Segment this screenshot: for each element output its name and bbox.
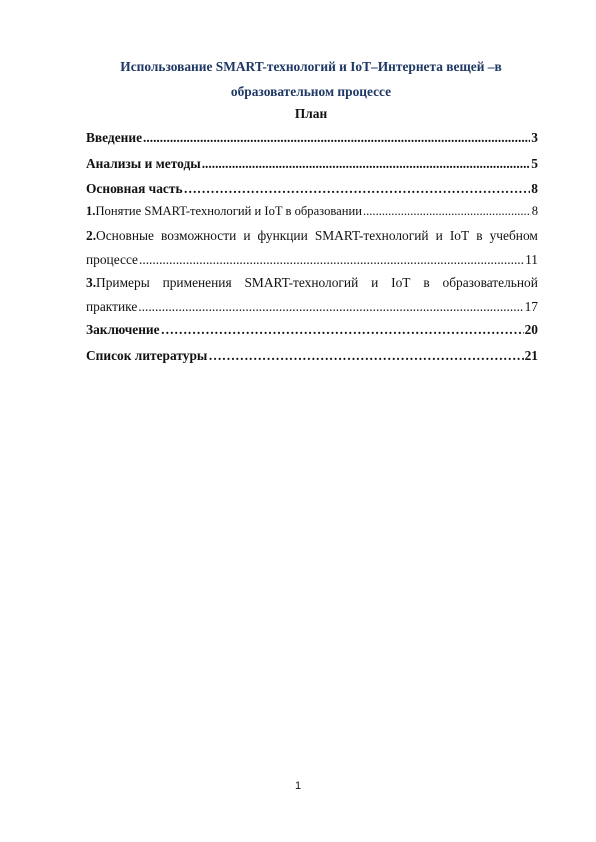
- toc-word: 3.Примеры: [86, 275, 150, 290]
- toc-page-number: 21: [524, 348, 538, 363]
- toc-entry-item-3-line-1[interactable]: [86, 276, 538, 289]
- toc-entry-main[interactable]: [86, 182, 538, 195]
- toc-word: 2.Основные: [86, 228, 154, 243]
- toc-page-number: 3: [531, 130, 538, 145]
- toc-leader: [202, 157, 531, 170]
- toc-leader: [363, 205, 531, 218]
- toc-item-number: 3.: [86, 275, 97, 290]
- toc-leader: [161, 323, 524, 336]
- toc-word: SMART-технологий: [314, 228, 429, 243]
- toc-label: практике: [86, 299, 138, 314]
- document-title-line-2: образовательном процессе: [230, 84, 392, 99]
- toc-entry-analysis[interactable]: [86, 157, 538, 170]
- plan-heading: План: [294, 106, 328, 121]
- toc-word: учебном: [489, 228, 538, 243]
- toc-word: и: [243, 228, 251, 243]
- toc-word: образовательной: [442, 275, 538, 290]
- toc-label: Основная часть: [86, 181, 183, 196]
- toc-word: в: [423, 275, 430, 290]
- toc-item-number: 1.: [86, 204, 96, 218]
- toc-word: и: [435, 228, 443, 243]
- toc-word: IoT: [391, 275, 411, 290]
- toc-entry-intro[interactable]: [86, 131, 538, 144]
- toc-label: Список литературы: [86, 348, 208, 363]
- toc-entry-item-2-line-1[interactable]: [86, 229, 538, 242]
- toc-label: Заключение: [86, 322, 160, 337]
- toc-word: и: [371, 275, 379, 290]
- toc-page-number: 8: [531, 181, 538, 196]
- toc-entry-item-1[interactable]: [86, 205, 538, 218]
- toc-word: IoT: [449, 228, 470, 243]
- toc-label: Введение: [86, 130, 143, 145]
- toc-label: Понятие SMART-технологий и IoT в образовании: [95, 204, 362, 218]
- toc-leader: [143, 131, 530, 144]
- toc-item-number: 2.: [86, 228, 97, 243]
- toc-page-number: 20: [524, 322, 538, 337]
- toc-label: Анализы и методы: [86, 156, 201, 171]
- toc-entry-conclusion[interactable]: [86, 323, 538, 336]
- toc-word: возможности: [161, 228, 237, 243]
- toc-page-number: 8: [531, 204, 538, 218]
- toc-leader: [184, 182, 531, 195]
- page-number: 1: [294, 780, 302, 792]
- document-title-line-1: Использование SMART-технологий и IoT–Интернета вещей –в: [120, 59, 502, 74]
- toc-leader: [138, 300, 523, 313]
- toc-word: в: [476, 228, 483, 243]
- toc-leader: [208, 349, 523, 362]
- toc-item-prefix: [86, 205, 362, 218]
- toc-leader: [139, 253, 524, 266]
- toc-word: применения: [162, 275, 232, 290]
- toc-page-number: 5: [531, 156, 538, 171]
- toc-entry-item-2-line-2[interactable]: [86, 253, 538, 266]
- toc-label: процессе: [86, 252, 138, 267]
- toc-page-number: 11: [525, 252, 538, 267]
- toc-word: функции: [257, 228, 308, 243]
- toc-page-number: 17: [524, 299, 538, 314]
- toc-entry-references[interactable]: [86, 349, 538, 362]
- toc-word: SMART-технологий: [244, 275, 359, 290]
- toc-entry-item-3-line-2[interactable]: [86, 300, 538, 313]
